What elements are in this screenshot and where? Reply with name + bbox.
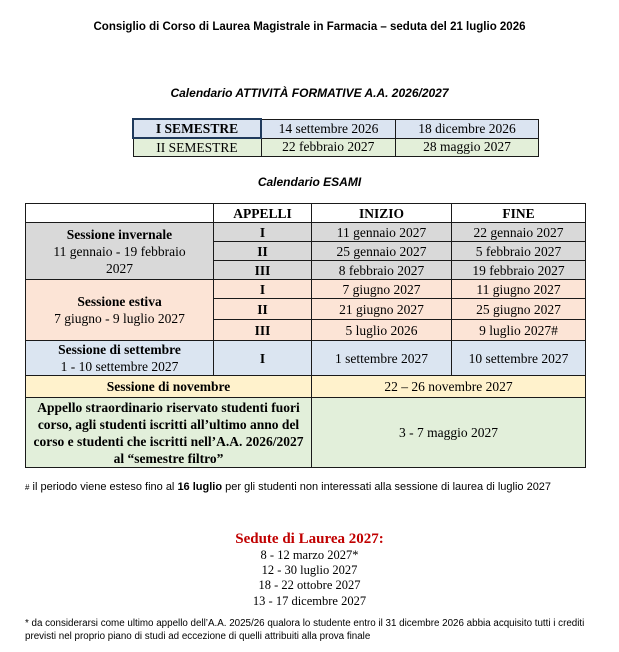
appello-start: 8 febbraio 2027	[312, 261, 452, 280]
session-dates: 1 - 10 settembre 2027	[60, 359, 179, 374]
semester-label: I SEMESTRE	[133, 119, 261, 138]
header-session	[26, 204, 214, 223]
header-inizio: INIZIO	[312, 204, 452, 223]
appello-start: 7 giugno 2027	[312, 280, 452, 299]
appello-end: 25 giugno 2027	[452, 299, 586, 320]
appello-start: 11 gennaio 2027	[312, 223, 452, 242]
graduation-session-item: 18 - 22 ottobre 2027	[258, 578, 361, 593]
graduation-sessions-list	[0, 548, 619, 609]
header-fine: FINE	[452, 204, 586, 223]
activities-calendar-title: Calendario ATTIVITÀ FORMATIVE A.A. 2026/2027	[170, 86, 449, 100]
semester-label: II SEMESTRE	[133, 138, 261, 157]
september-session-cell	[26, 341, 214, 376]
appello-number: II	[214, 299, 312, 320]
graduation-sessions-title: Sedute di Laurea 2027:	[235, 531, 384, 547]
appello-start: 25 gennaio 2027	[312, 242, 452, 261]
semester-row	[133, 119, 539, 138]
summer-session-cell	[26, 280, 214, 341]
session-dates: 11 gennaio - 19 febbraio 2027	[53, 243, 186, 276]
graduation-session-item: 12 - 30 luglio 2027	[261, 563, 358, 578]
session-name: Sessione estiva	[77, 294, 162, 309]
appello-end: 10 settembre 2027	[452, 341, 586, 376]
session-name: Sessione di settembre	[58, 342, 181, 357]
footnote-mark: #	[25, 483, 30, 492]
footnote-text-after: per gli studenti non interessati alla sessione di laurea di luglio 2027	[222, 481, 552, 493]
appello-number: III	[214, 320, 312, 341]
appello-start: 1 settembre 2027	[312, 341, 452, 376]
footnote-last-appello: * da considerarsi come ultimo appello dell’A.A. 2025/26 qualora lo studente entro il 31 dicembre 2026 abbia acquisito tutti i crediti previsti nel proprio piano di studi ad eccezione di quelli attribuiti alla prova finale	[25, 618, 585, 642]
appello-start: 5 luglio 2026	[312, 320, 452, 341]
winter-session-cell	[26, 223, 214, 280]
appello-number: I	[214, 280, 312, 299]
appello-number: II	[214, 242, 312, 261]
semester-end: 18 dicembre 2026	[396, 119, 539, 138]
exam-row	[26, 398, 586, 468]
footnote-extension	[25, 480, 595, 495]
exam-row	[26, 341, 586, 376]
semester-start: 14 settembre 2026	[261, 119, 396, 138]
session-name: Sessione invernale	[66, 226, 173, 242]
exam-row	[26, 280, 586, 299]
appello-number: III	[214, 261, 312, 280]
appello-end: 5 febbraio 2027	[452, 242, 586, 261]
semester-row	[133, 138, 539, 157]
appello-end: 19 febbraio 2027	[452, 261, 586, 280]
appello-end: 11 giugno 2027	[452, 280, 586, 299]
semester-start: 22 febbraio 2027	[261, 138, 396, 157]
appello-number: I	[214, 341, 312, 376]
appello-number: I	[214, 223, 312, 242]
meeting-header: Consiglio di Corso di Laurea Magistrale in Farmacia – seduta del 21 luglio 2026	[93, 21, 526, 33]
graduation-session-item: 13 - 17 dicembre 2027	[252, 593, 367, 608]
exam-header-row	[26, 204, 586, 223]
semester-end: 28 maggio 2027	[396, 138, 539, 157]
appello-start: 21 giugno 2027	[312, 299, 452, 320]
appello-end: 9 luglio 2027#	[452, 320, 586, 341]
exam-row	[26, 376, 586, 398]
exam-table	[25, 203, 586, 468]
november-session-dates: 22 – 26 novembre 2027	[312, 376, 586, 398]
exams-calendar-title: Calendario ESAMI	[257, 175, 362, 189]
session-dates: 7 giugno - 9 luglio 2027	[54, 311, 185, 326]
extraordinary-session-dates: 3 - 7 maggio 2027	[312, 398, 586, 468]
graduation-session-item: 8 - 12 marzo 2027*	[260, 548, 359, 562]
footnote-bold-date: 16 luglio	[177, 481, 223, 493]
extraordinary-session-name: Appello straordinario riservato studenti fuori corso, agli studenti iscritti all’ultimo anno del corso e studenti che iscritti nell’A.A. 2026/2027 al “semestre filtro”	[26, 398, 312, 468]
footnote-text-before: il periodo viene esteso fino al	[29, 481, 178, 493]
semester-table	[132, 118, 539, 157]
november-session-name: Sessione di novembre	[26, 376, 312, 398]
appello-end: 22 gennaio 2027	[452, 223, 586, 242]
exam-row	[26, 223, 586, 242]
header-appelli: APPELLI	[214, 204, 312, 223]
